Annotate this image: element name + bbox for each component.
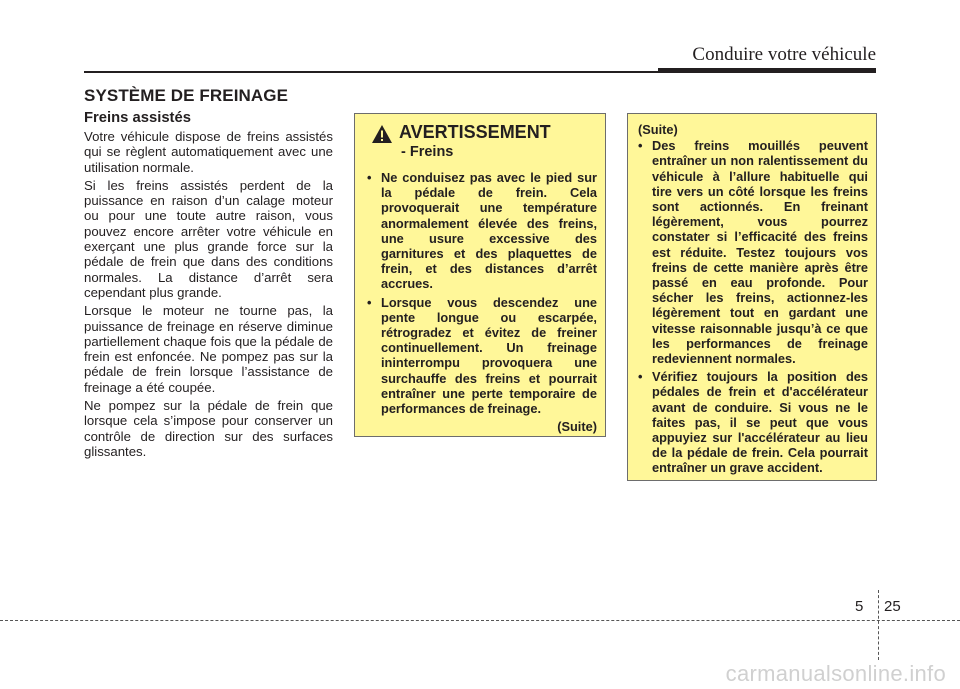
paragraph: Lorsque le moteur ne tourne pas, la puissance de freinage en réserve diminue partiellement chaque fois que la pédale de frein est enfoncée. Ne pompez pas sur la pédale de frein lorsque l’assistance de freinage a été coupée. [84,303,333,395]
list-item: • Vérifiez toujours la position des pédales de frein et d'accélérateur avant de conduire. Si vous ne le faites pas, il se peut que vous appuyiez sur l'accélérateur au lieu de la pédale de frein. Cela pourrait entraîner un grave accident. [638,369,868,475]
list-item: • Ne conduisez pas avec le pied sur la pédale de frein. Cela provoquerait une température anormalement élevée des freins, une usure excessive des garnitures et des plaquettes de frein, et des distances d’arrêt accrues. [367,170,597,292]
header-rule [84,71,658,73]
footer-separator [878,590,879,660]
continued-label: (Suite) [557,419,597,435]
footer-rule [0,620,960,621]
warning-list [367,170,597,416]
list-item: • Lorsque vous descendez une pente longue ou escarpée, rétrogradez et évitez de freiner continuellement. Un freinage ininterrompu provoquera une surchauffe des freins et pourrait entraîner une perte temporaire de performances de freinage. [367,295,597,417]
page-number: 25 [884,598,901,615]
paragraph: Ne pompez sur la pédale de frein que lorsque cela s’impose pour conserver un contrôle de direction sur des surfaces glissantes. [84,398,333,459]
paragraph: Si les freins assistés perdent de la puissance en raison d’un calage moteur ou pour une toute autre raison, vous pouvez encore arrêter votre véhicule en exerçant une plus grande force sur la pédale de frein que dans des conditions normales. La distance d’arrêt sera cependant plus grande. [84,177,333,300]
section-title: SYSTÈME DE FREINAGE [84,86,289,105]
warning-subtitle: - Freins [401,144,454,160]
list-item: • Des freins mouillés peuvent entraîner un non ralentissement du véhicule à l’allure habituelle qui tire vers un côté lorsque les freins sont actionnés. En freinant légèrement, vous pourrez constater si l’efficacité des freins est réduite. Testez toujours vos freins de cette manière après être passé en eau profonde. Pour sécher les freins, actionnez-les légèrement tout en gardant une vitesse raisonnable jusqu’à ce que les performances de freinage redeviennent normales. [638,138,868,366]
warning-box [354,113,606,437]
warning-header [367,124,597,164]
chapter-title: Conduire votre véhicule [692,44,876,65]
body-column [84,110,333,462]
warning-box-continued [627,113,877,481]
warning-title: AVERTISSEMENT [399,122,551,142]
watermark: carmanualsonline.info [725,661,946,686]
header-rule-bold [658,68,876,73]
subsection-heading: Freins assistés [84,110,191,126]
paragraph: Votre véhicule dispose de freins assistés qui se règlent automatiquement avec une utilisation normale. [84,129,333,175]
chapter-number: 5 [855,598,864,615]
warning-triangle-icon [371,124,393,144]
continued-label: (Suite) [638,122,678,137]
warning-list [638,138,868,475]
